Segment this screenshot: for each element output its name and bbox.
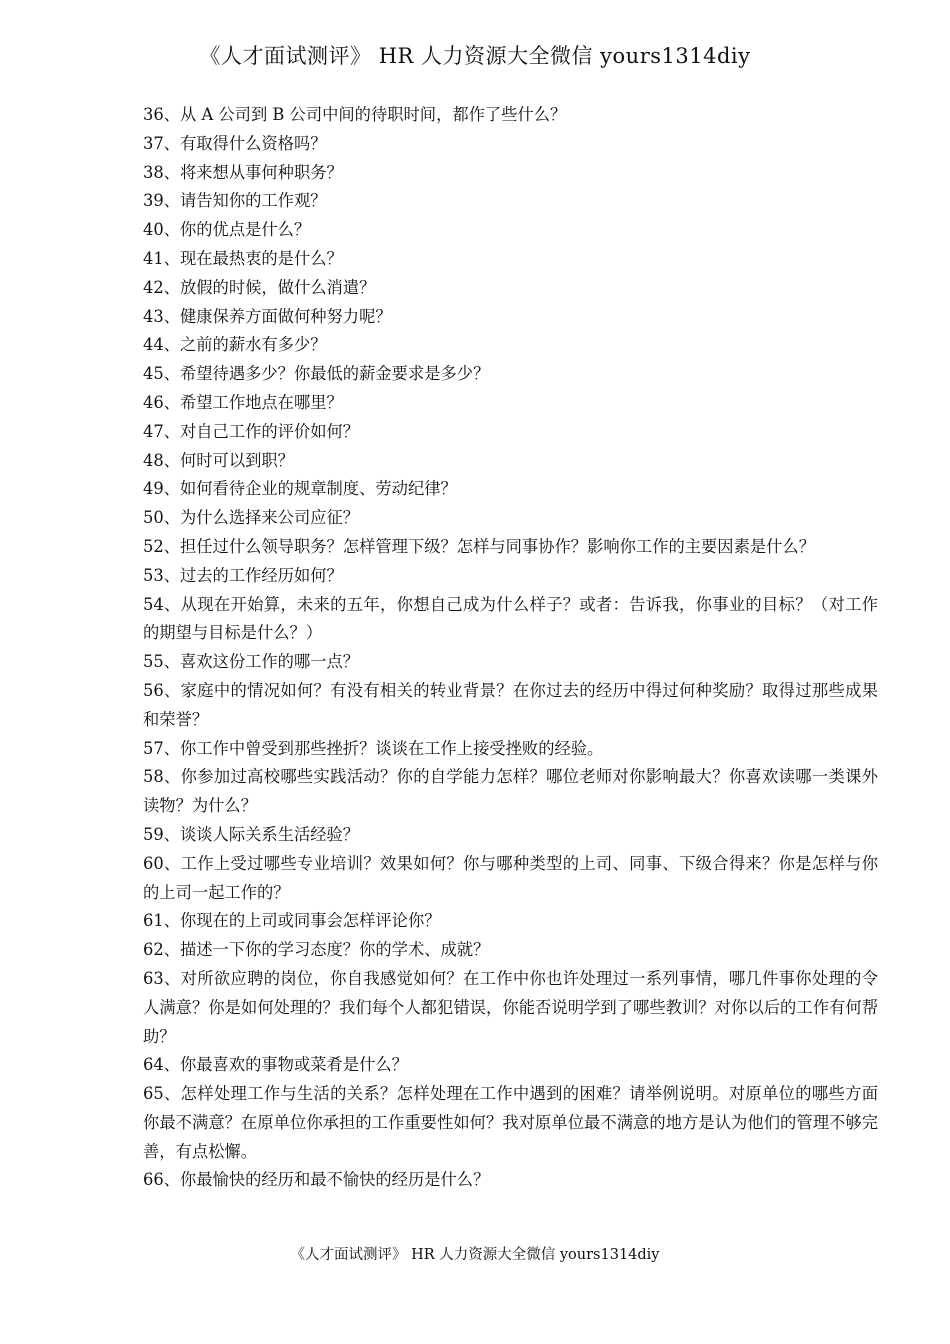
question-item: 64、你最喜欢的事物或菜肴是什么？ [143, 1055, 408, 1075]
question-item: 38、将来想从事何种职务？ [143, 162, 343, 182]
question-item: 45、希望待遇多少？你最低的薪金要求是多少？ [143, 364, 490, 384]
question-list [143, 101, 878, 1195]
question-item: 42、放假的时候，做什么消遣？ [143, 277, 376, 297]
question-item: 52、担任过什么领导职务？怎样管理下级？怎样与同事协作？影响你工作的主要因素是什么？ [143, 536, 815, 556]
question-item: 58、你参加过高校哪些实践活动？你的自学能力怎样？哪位老师对你影响最大？你喜欢读哪一类课外读物？为什么？ [143, 767, 878, 816]
question-item: 48、何时可以到职？ [143, 450, 294, 470]
question-item: 40、你的优点是什么？ [143, 220, 311, 240]
page-header: 《人才面试测评》 HR 人力资源大全微信 yours1314diy [199, 44, 751, 68]
question-item: 43、健康保养方面做何种努力呢？ [143, 306, 392, 326]
question-item: 62、描述一下你的学习态度？你的学术、成就？ [143, 940, 490, 960]
question-item: 59、谈谈人际关系生活经验？ [143, 824, 360, 844]
page-footer: 《人才面试测评》 HR 人力资源大全微信 yours1314diy [290, 1247, 660, 1263]
question-item: 41、现在最热衷的是什么？ [143, 248, 343, 268]
question-item: 56、家庭中的情况如何？有没有相关的转业背景？在你过去的经历中得过何种奖励？取得过那些成果和荣誉？ [143, 680, 878, 729]
question-item: 36、从 A 公司到 B 公司中间的待职时间，都作了些什么？ [143, 105, 567, 124]
question-item: 50、为什么选择来公司应征？ [143, 508, 360, 528]
question-item: 63、对所欲应聘的岗位，你自我感觉如何？在工作中你也许处理过一系列事情，哪几件事你处理的令人满意？你是如何处理的？我们每个人都犯错误，你能否说明学到了哪些教训？对你以后的工作有何帮助？ [143, 968, 878, 1046]
question-item: 66、你最愉快的经历和最不愉快的经历是什么？ [143, 1170, 490, 1190]
question-item: 53、过去的工作经历如何？ [143, 565, 343, 585]
question-item: 37、有取得什么资格吗？ [143, 133, 327, 153]
question-item: 57、你工作中曾受到那些挫折？谈谈在工作上接受挫败的经验。 [143, 738, 604, 758]
question-item: 55、喜欢这份工作的哪一点？ [143, 652, 360, 672]
question-item: 49、如何看待企业的规章制度、劳动纪律？ [143, 479, 457, 499]
question-item: 46、希望工作地点在哪里？ [143, 392, 343, 412]
question-item: 61、你现在的上司或同事会怎样评论你？ [143, 911, 441, 931]
question-item: 39、请告知你的工作观？ [143, 191, 327, 211]
question-item: 65、怎样处理工作与生活的关系？怎样处理在工作中遇到的困难？请举例说明。对原单位的哪些方面你最不满意？在原单位你承担的工作重要性如何？我对原单位最不满意的地方是认为他们的管理不够完善，有点松懈。 [143, 1084, 878, 1161]
question-item: 47、对自己工作的评价如何？ [143, 421, 360, 441]
question-item: 60、工作上受过哪些专业培训？效果如何？你与哪种类型的上司、同事、下级合得来？你是怎样与你的上司一起工作的？ [143, 853, 878, 902]
question-item: 54、从现在开始算，未来的五年，你想自己成为什么样子？或者：告诉我，你事业的目标？（对工作的期望与目标是什么？） [143, 594, 878, 643]
question-item: 44、之前的薪水有多少？ [143, 335, 327, 355]
